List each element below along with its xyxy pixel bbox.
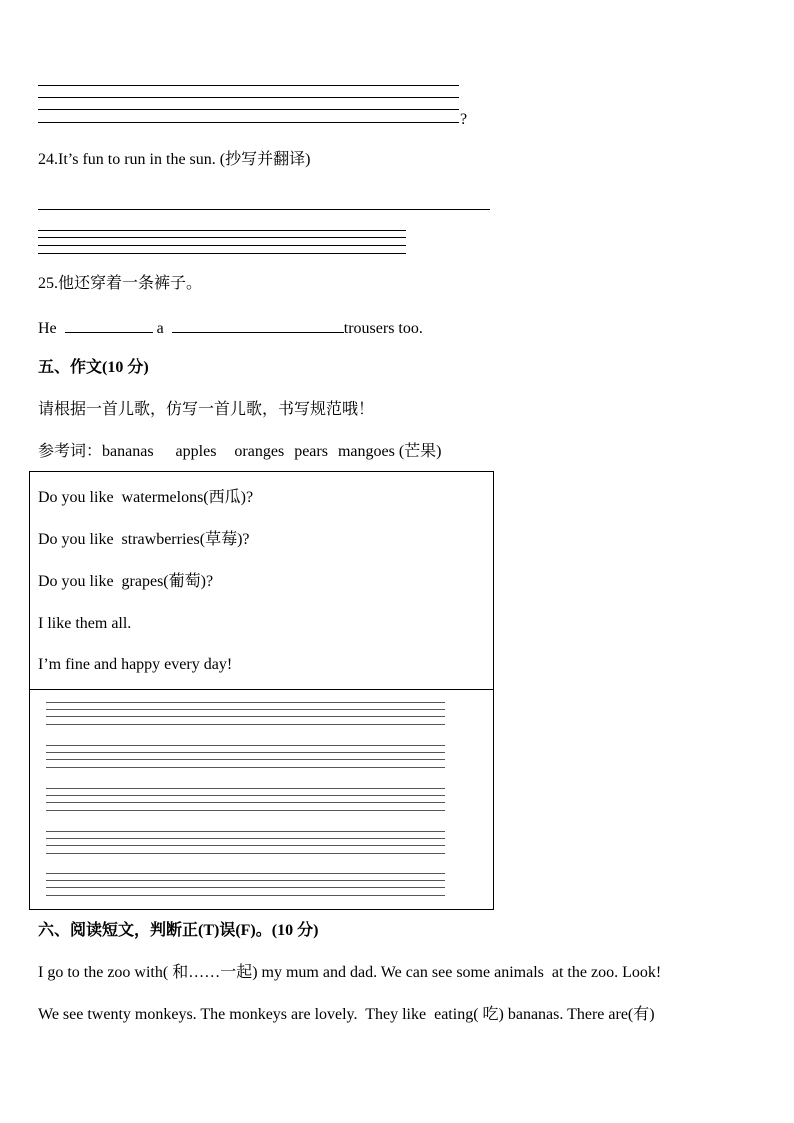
q25-word-he: He	[38, 320, 57, 337]
ref-word-5: mangoes (芒果)	[337, 443, 442, 460]
q25-prompt: 25.他还穿着一条裤子。	[38, 275, 203, 292]
section5-reference-words	[38, 442, 442, 462]
writing-line	[46, 788, 445, 789]
poem-line-4: I like them all.	[38, 615, 132, 632]
writing-line	[46, 873, 445, 874]
writing-box[interactable]	[29, 689, 494, 910]
poem-line-2: Do you like strawberries(草莓)?	[38, 531, 250, 548]
poem-line-1: Do you like watermelons(西瓜)?	[38, 489, 254, 506]
section6-title: 六、阅读短文，判断正(T)误(F)。(10 分)	[38, 922, 319, 939]
q23-answer-line-4	[38, 122, 459, 123]
writing-line	[46, 802, 445, 803]
writing-line	[46, 845, 445, 846]
section5-title: 五、作文(10 分)	[38, 359, 149, 376]
q24-answer-line-2	[38, 230, 406, 231]
ref-word-1: bananas	[102, 443, 154, 460]
q23-answer-line-2	[38, 97, 459, 98]
q24-prompt: 24.It’s fun to run in the sun. (抄写并翻译)	[38, 151, 311, 168]
writing-line	[46, 895, 445, 896]
ref-label: 参考词：	[38, 443, 103, 460]
poem-line-3: Do you like grapes(葡萄)?	[38, 573, 214, 590]
q25-blank-2[interactable]	[172, 316, 344, 333]
reading-passage-line-2: We see twenty monkeys. The monkeys are lovely. They like eating( 吃) bananas. There are(有)	[38, 1006, 655, 1023]
writing-line	[46, 767, 445, 768]
writing-line	[46, 831, 445, 832]
writing-line	[46, 810, 445, 811]
writing-line	[46, 702, 445, 703]
q25-sentence	[38, 316, 423, 339]
writing-line	[46, 838, 445, 839]
q23-answer-line-1	[38, 85, 459, 86]
ref-word-3: oranges	[234, 443, 285, 460]
reading-passage-line-1: I go to the zoo with( 和……一起) my mum and dad. We can see some animals at the zoo. Look!	[38, 964, 662, 981]
writing-line	[46, 752, 445, 753]
q23-answer-line-3	[38, 109, 459, 110]
q24-answer-line-5	[38, 253, 406, 254]
q25-word-end: trousers too.	[343, 320, 423, 337]
ref-word-4: pears	[294, 443, 328, 460]
section5-instruction: 请根据一首儿歌，仿写一首儿歌，书写规范哦！	[38, 401, 375, 418]
q24-answer-line-3	[38, 237, 406, 238]
ref-word-2: apples	[175, 443, 217, 460]
q24-answer-line-1	[38, 209, 490, 210]
writing-line	[46, 853, 445, 854]
poem-line-5: I’m fine and happy every day!	[38, 656, 233, 673]
writing-line	[46, 716, 445, 717]
writing-line	[46, 745, 445, 746]
q25-word-a: a	[156, 320, 164, 337]
q24-answer-line-4	[38, 245, 406, 246]
writing-line	[46, 887, 445, 888]
q23-question-mark: ?	[460, 111, 468, 128]
writing-line	[46, 709, 445, 710]
writing-line	[46, 759, 445, 760]
writing-line	[46, 880, 445, 881]
writing-line	[46, 724, 445, 725]
q25-blank-1[interactable]	[65, 316, 153, 333]
writing-line	[46, 795, 445, 796]
